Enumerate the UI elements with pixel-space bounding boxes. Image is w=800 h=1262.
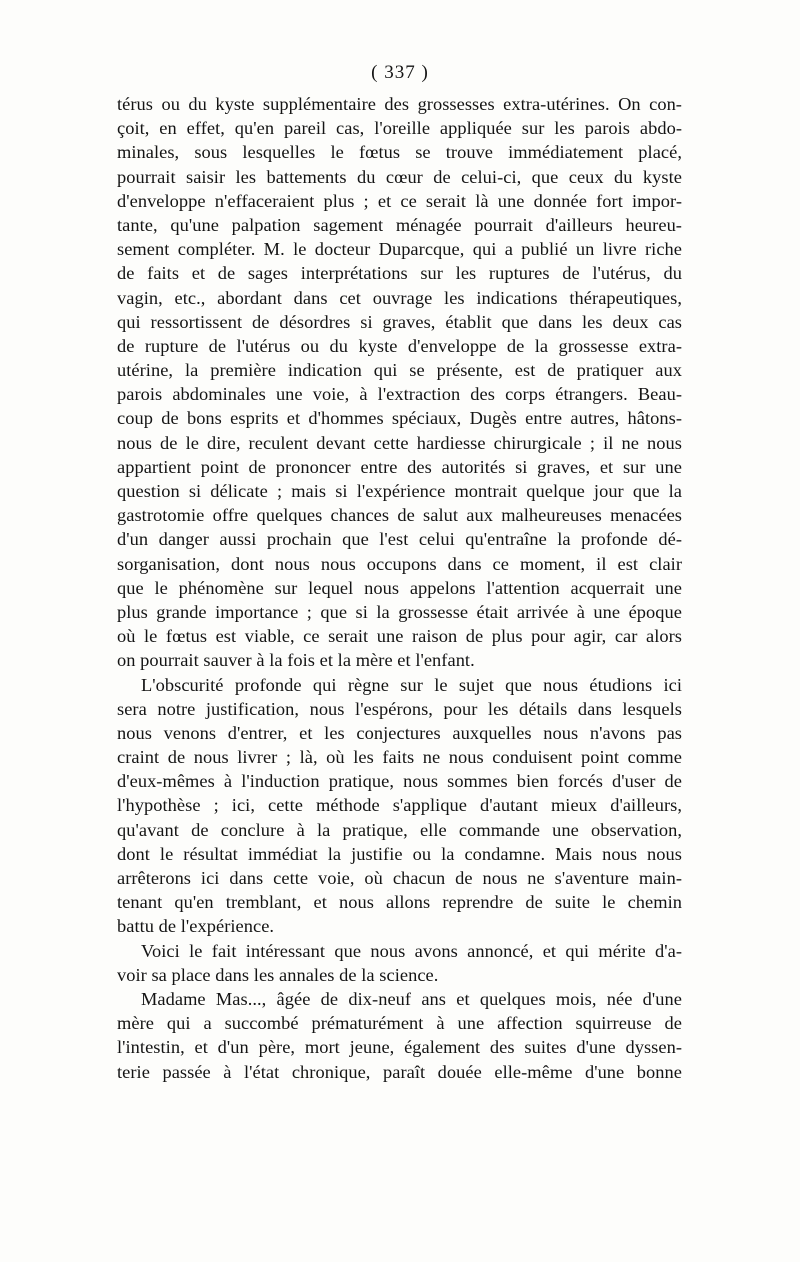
paragraph xyxy=(117,92,682,673)
paragraph xyxy=(117,939,682,987)
text-line: L'obscurité profonde qui règne sur le sujet que nous étudions ici xyxy=(141,674,682,695)
text-line: appartient point de prononcer entre des autorités si graves, et sur une xyxy=(117,456,682,477)
text-line: minales, sous lesquelles le fœtus se trouve immédiatement placé, xyxy=(117,142,682,163)
text-line: utérine, la première indication qui se présente, est de pratiquer aux xyxy=(117,360,682,381)
text-line: où le fœtus est viable, ce serait une raison de plus pour agir, car alors xyxy=(117,626,682,647)
text-line: mère qui a succombé prématurément à une affection squirreuse de xyxy=(117,1013,682,1034)
text-line: arrêterons ici dans cette voie, où chacun de nous ne s'aventure main- xyxy=(117,868,682,888)
text-line: voir sa place dans les annales de la science. xyxy=(117,964,439,985)
text-line: sorganisation, dont nous nous occupons dans ce moment, il est clair xyxy=(117,553,682,574)
text-line: d'eux-mêmes à l'induction pratique, nous sommes bien forcés d'user de xyxy=(117,771,682,792)
text-line: térus ou du kyste supplémentaire des grossesses extra-utérines. On con- xyxy=(117,94,682,114)
paragraph xyxy=(117,987,682,1084)
text-line: nous venons d'entrer, et les conjectures auxquelles nous n'avons pas xyxy=(117,722,682,743)
text-line: que le phénomène sur lequel nous appelons l'attention acquerrait une xyxy=(117,577,682,598)
text-line: sera notre justification, nous l'espérons, pour les détails dans lesquels xyxy=(117,698,682,719)
text-line: l'hypothèse ; ici, cette méthode s'applique d'autant mieux d'ailleurs, xyxy=(117,795,682,816)
text-line: çoit, en effet, qu'en pareil cas, l'oreille appliquée sur les parois abdo- xyxy=(117,118,682,139)
text-line: de faits et de sages interprétations sur les ruptures de l'utérus, du xyxy=(117,263,682,284)
text-line: craint de nous livrer ; là, où les faits ne nous conduisent point comme xyxy=(117,747,682,768)
text-line: Voici le fait intéressant que nous avons annoncé, et qui mérite d'a- xyxy=(141,940,682,961)
text-line: coup de bons esprits et d'hommes spéciaux, Dugès entre autres, hâtons- xyxy=(117,408,682,429)
text-line: parois abdominales une voie, à l'extraction des corps étrangers. Beau- xyxy=(117,384,682,405)
paragraph xyxy=(117,673,682,939)
text-line: nous de le dire, reculent devant cette hardiesse chirurgicale ; il ne nous xyxy=(117,432,682,453)
text-line: tante, qu'une palpation sagement ménagée pourrait d'ailleurs heureu- xyxy=(117,214,682,235)
text-line: plus grande importance ; que si la grossesse était arrivée à une époque xyxy=(117,601,682,622)
text-line: on pourrait sauver à la fois et la mère et l'enfant. xyxy=(117,650,475,671)
text-line: sement compléter. M. le docteur Duparcque, qui a publié un livre riche xyxy=(117,239,682,260)
page-number: ( 337 ) xyxy=(371,62,429,83)
text-line: tenant qu'en tremblant, et nous allons reprendre de suite le chemin xyxy=(117,892,682,913)
text-line: gastrotomie offre quelques chances de salut aux malheureuses menacées xyxy=(117,505,682,526)
text-line: de rupture de l'utérus ou du kyste d'enveloppe de la grossesse extra- xyxy=(117,335,682,356)
text-line: qu'avant de conclure à la pratique, elle commande une observation, xyxy=(117,819,682,840)
text-line: l'intestin, et d'un père, mort jeune, également des suites d'une dyssen- xyxy=(117,1037,682,1058)
text-line: qui ressortissent de désordres si graves, établit que dans les deux cas xyxy=(117,311,682,332)
body-text xyxy=(117,92,682,1084)
text-line: battu de l'expérience. xyxy=(117,916,275,937)
text-line: Madame Mas..., âgée de dix-neuf ans et quelques mois, née d'une xyxy=(141,988,682,1009)
text-line: question si délicate ; mais si l'expérience montrait quelque jour que la xyxy=(117,481,682,501)
text-line: d'un danger aussi prochain que l'est celui qu'entraîne la profonde dé- xyxy=(117,529,682,550)
text-line: pourrait saisir les battements du cœur de celui-ci, que ceux du kyste xyxy=(117,166,682,187)
text-line: terie passée à l'état chronique, paraît douée elle-même d'une bonne xyxy=(117,1061,682,1082)
text-line: vagin, etc., abordant dans cet ouvrage les indications thérapeutiques, xyxy=(117,287,682,308)
text-line: dont le résultat immédiat la justifie ou la condamne. Mais nous nous xyxy=(117,843,682,864)
text-line: d'enveloppe n'effaceraient plus ; et ce serait là une donnée fort impor- xyxy=(117,190,682,211)
